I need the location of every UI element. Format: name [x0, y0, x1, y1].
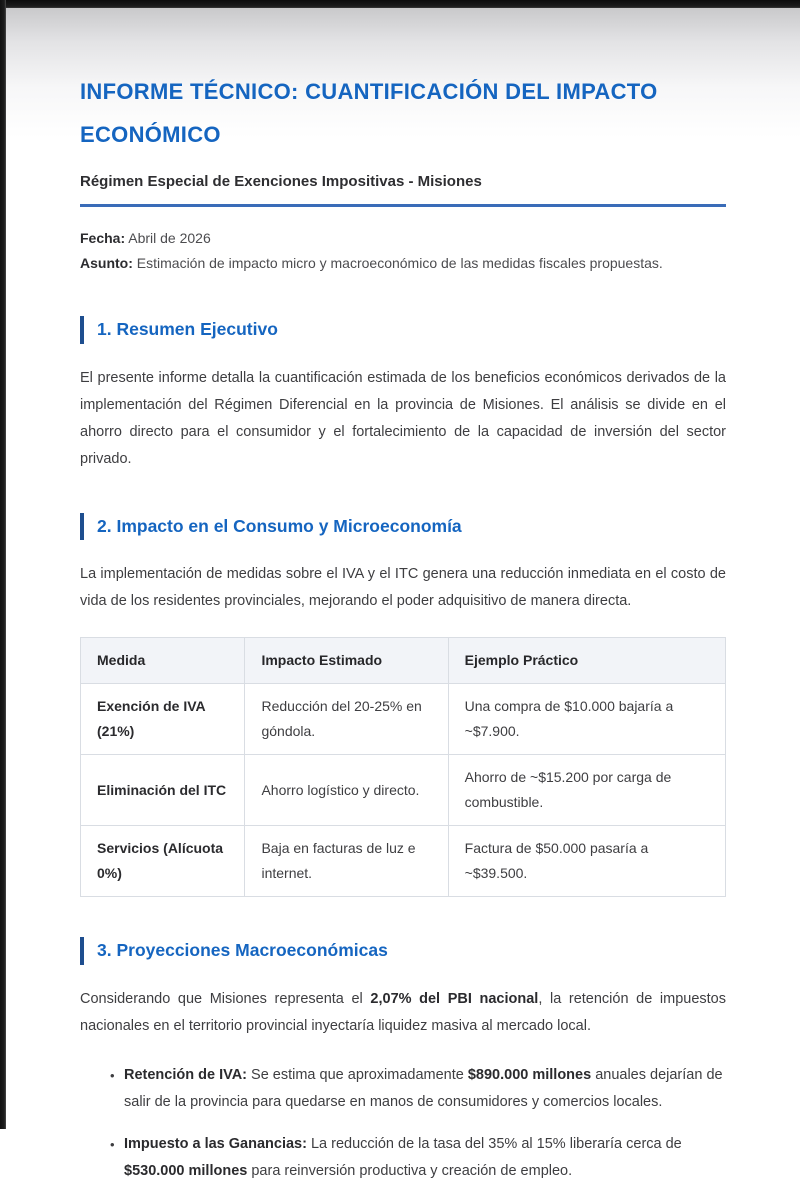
meta-fecha-value: Abril de 2026 — [125, 230, 211, 246]
section-3-paragraph — [80, 986, 726, 1040]
meta-fecha-label: Fecha: — [80, 230, 126, 246]
table-row — [81, 826, 726, 897]
section-proyecciones-macro — [80, 937, 726, 1185]
meta-fecha — [80, 226, 726, 251]
photo-dark-top-edge — [0, 0, 800, 8]
meta-asunto — [80, 251, 726, 276]
section-2-heading: 2. Impacto en el Consumo y Microeconomía — [80, 513, 726, 541]
impact-table — [80, 637, 726, 897]
section-1-heading: 1. Resumen Ejecutivo — [80, 316, 726, 344]
macro-bullet-list — [80, 1062, 726, 1185]
bullet-impuesto-ganancias — [110, 1131, 726, 1185]
section-impacto-consumo — [80, 513, 726, 898]
bullet-bold-figure: $530.000 millones — [124, 1162, 248, 1179]
table-cell-ejemplo: Ahorro de ~$15.200 por carga de combustible. — [448, 755, 725, 826]
table-header-impacto: Impacto Estimado — [245, 638, 448, 684]
paper-page — [6, 8, 800, 1179]
bullet-text: anuales dejarían de salir de la provincia para quedarse en manos de consumidores y comercios locales. — [124, 1066, 723, 1110]
bullet-text: La reducción de la tasa del 35% al 15% liberaría cerca de — [306, 1135, 682, 1152]
table-cell-medida: Servicios (Alícuota 0%) — [81, 826, 245, 897]
meta-asunto-label: Asunto: — [80, 255, 133, 271]
table-cell-impacto: Reducción del 20-25% en góndola. — [245, 684, 448, 755]
table-header-row — [81, 638, 726, 684]
table-cell-medida: Eliminación del ITC — [81, 755, 245, 826]
table-cell-ejemplo: Una compra de $10.000 bajaría a ~$7.900. — [448, 684, 725, 755]
document-content — [6, 8, 800, 1185]
table-row — [81, 684, 726, 755]
bullet-dot-icon: • — [110, 1067, 115, 1083]
table-header-ejemplo: Ejemplo Práctico — [448, 638, 725, 684]
table-header-medida: Medida — [81, 638, 245, 684]
bullet-label: Retención de IVA: — [124, 1066, 247, 1083]
bullet-label: Impuesto a las Ganancias: — [124, 1135, 307, 1152]
section-resumen-ejecutivo — [80, 316, 726, 473]
title-divider — [80, 204, 726, 207]
photo-dark-left-edge — [0, 0, 6, 1129]
table-cell-ejemplo: Factura de $50.000 pasaría a ~$39.500. — [448, 826, 725, 897]
document-title: INFORME TÉCNICO: CUANTIFICACIÓN DEL IMPACTO ECONÓMICO — [80, 79, 658, 147]
paragraph-bold-text: 2,07% del PBI nacional — [370, 990, 539, 1007]
table-cell-impacto: Baja en facturas de luz e internet. — [245, 826, 448, 897]
meta-asunto-value: Estimación de impacto micro y macroeconómico de las medidas fiscales propuestas. — [132, 255, 663, 271]
bullet-dot-icon: • — [110, 1136, 115, 1152]
bullet-bold-figure: $890.000 millones — [467, 1066, 592, 1083]
section-1-paragraph: El presente informe detalla la cuantificación estimada de los beneficios económicos derivados de la implementación del Régimen Diferencial en la provincia de Misiones. El análisis se divide en el ahorro directo para el consumidor y el fortalecimiento de la capacidad de inversión del sector privado. — [80, 369, 726, 467]
table-cell-medida: Exención de IVA (21%) — [81, 684, 245, 755]
section-2-paragraph: La implementación de medidas sobre el IVA y el ITC genera una reducción inmediata en el costo de vida de los residentes provinciales, mejorando el poder adquisitivo de manera directa. — [80, 566, 726, 610]
bullet-retencion-iva — [110, 1062, 726, 1116]
section-3-heading: 3. Proyecciones Macroeconómicas — [80, 937, 726, 965]
paragraph-text: Considerando que Misiones representa el — [80, 990, 371, 1007]
bullet-text: para reinversión productiva y creación de empleo. — [247, 1162, 573, 1179]
table-row — [81, 755, 726, 826]
document-subtitle: Régimen Especial de Exenciones Impositivas - Misiones — [80, 173, 482, 190]
table-cell-impacto: Ahorro logístico y directo. — [245, 755, 448, 826]
bullet-text: Se estima que aproximadamente — [247, 1066, 468, 1083]
paragraph-text: , la retención de impuestos nacionales en el territorio provincial inyectaría liquidez masiva al mercado local. — [80, 990, 726, 1034]
